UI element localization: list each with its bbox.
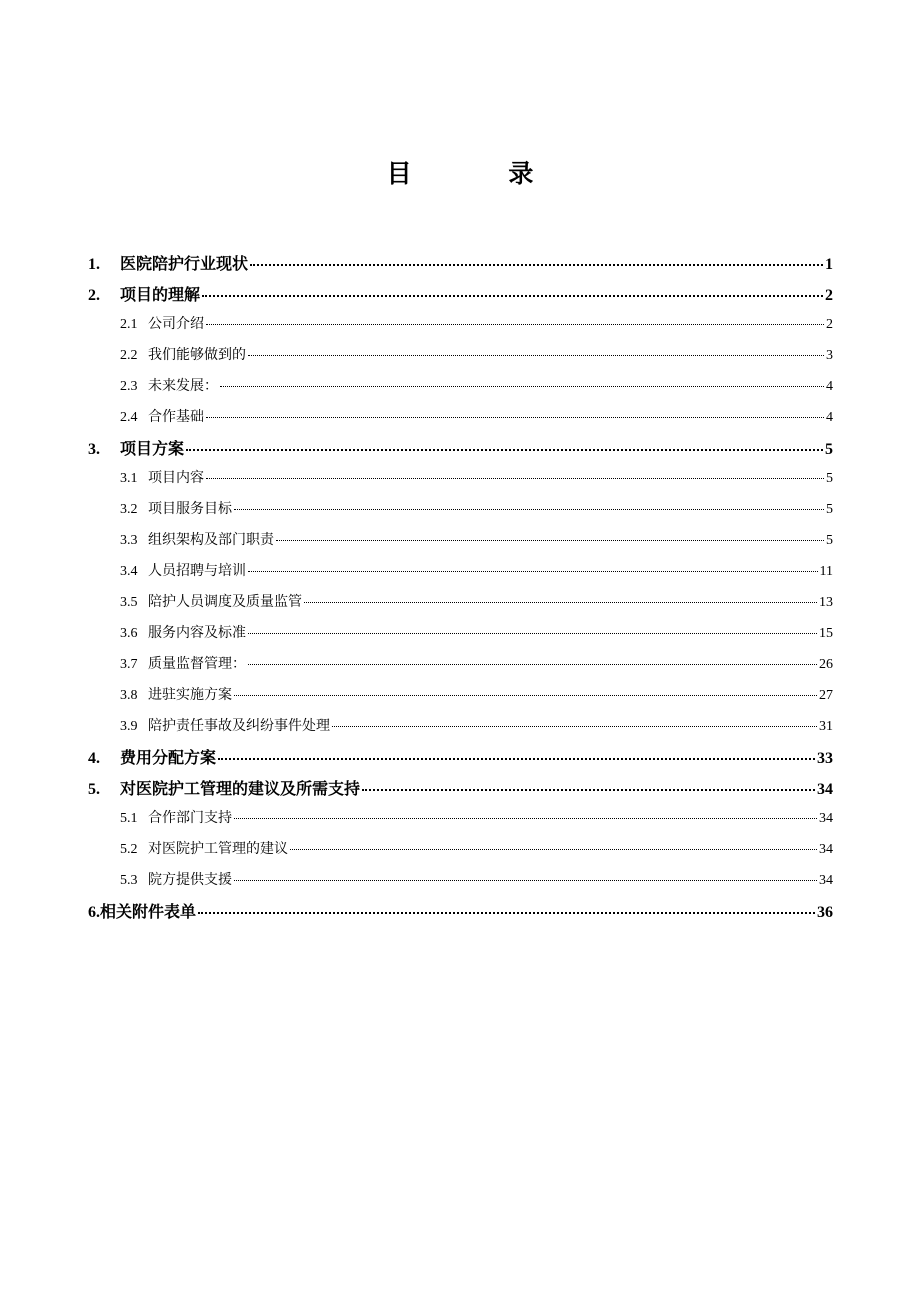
toc-entry-title: 项目的理解 [120,285,201,304]
toc-entry-number: 5.3 [120,873,138,888]
toc-entry-title: 人员招聘与培训 [148,563,246,579]
toc-entry-page: 5 [826,471,833,486]
toc-entry-number: 3.5 [120,595,138,610]
toc-entry-number: 3.3 [120,533,138,548]
toc-leader [332,726,817,727]
toc-entry-page: 1 [825,256,833,273]
toc-entry[interactable] [120,838,833,860]
toc-entry-number: 2.3 [120,379,138,394]
toc-entry-number: 2. [88,287,100,304]
toc-leader [206,324,824,325]
toc-entry-title: 院方提供支援 [148,872,232,888]
toc-entry-title: 项目内容 [148,470,204,486]
toc-entry[interactable] [120,684,833,706]
toc-entry-title: 进驻实施方案 [148,687,232,703]
toc-entry-page: 15 [819,626,833,641]
toc-entry-title: 对医院护工管理的建议及所需支持 [120,779,361,798]
toc-leader [362,789,815,791]
toc-entry-number: 5. [88,781,100,798]
toc-entry-number: 3.1 [120,471,138,486]
toc-entry-title: 合作部门支持 [148,810,232,826]
toc-entry-title: 项目方案 [120,439,185,458]
toc-entry-title: 项目服务目标 [148,501,232,517]
toc-entry[interactable] [120,529,833,551]
toc-entry[interactable] [120,715,833,737]
toc-entry-number: 3.6 [120,626,138,641]
toc-entry-page: 4 [826,410,833,425]
toc-leader [234,880,817,881]
toc-entry-title: 公司介绍 [148,316,204,332]
page-title: 目 录 [386,159,578,188]
toc-entry-page: 4 [826,379,833,394]
toc-entry[interactable] [120,375,833,397]
toc-entry-number: 3.9 [120,719,138,734]
toc-leader [206,417,824,418]
toc-leader [248,664,817,665]
toc-entry-page: 34 [819,873,833,888]
toc-leader [304,602,817,603]
toc-entry-number: 5.1 [120,811,138,826]
toc-entry-page: 34 [817,781,833,798]
toc-entry-title: 我们能够做到的 [148,347,246,363]
toc-entry-page: 33 [817,750,833,767]
toc-entry-page: 26 [819,657,833,672]
toc-entry-number: 2.2 [120,348,138,363]
toc-entry-number: 4. [88,750,100,767]
toc-entry[interactable] [88,776,833,798]
toc-entry-page: 3 [826,348,833,363]
toc-entry[interactable] [88,282,833,304]
toc-leader [248,633,817,634]
toc-leader [206,478,824,479]
toc-leader [290,849,817,850]
toc-entry[interactable] [120,467,833,489]
toc-entry[interactable] [88,745,833,767]
toc-entry-number: 2.1 [120,317,138,332]
toc-leader [202,295,823,297]
toc-leader [250,264,823,266]
toc-entry[interactable] [88,436,833,458]
toc-entry-page: 34 [819,811,833,826]
toc-entry[interactable] [120,807,833,829]
toc-entry[interactable] [120,344,833,366]
toc-entry-page: 5 [826,533,833,548]
toc-entry-number: 1. [88,256,100,273]
toc-entry-page: 34 [819,842,833,857]
toc-entry[interactable] [120,869,833,891]
toc-entry[interactable] [88,899,833,921]
toc-entry-page: 31 [819,719,833,734]
toc-entry[interactable] [120,591,833,613]
toc-entry-title: 陪护人员调度及质量监管 [148,594,302,610]
toc-entry-number: 3.7 [120,657,138,672]
toc-entry-number: 3. [88,441,100,458]
toc-entry-page: 36 [817,904,833,921]
toc-entry-page: 2 [826,317,833,332]
toc-entry-title: 医院陪护行业现状 [120,254,249,273]
toc-entry-title: 相关附件表单 [100,902,197,921]
toc-entry-title: 陪护责任事故及纠纷事件处理 [148,718,330,734]
toc-entry-page: 2 [825,287,833,304]
toc-entry[interactable] [120,406,833,428]
toc-entry[interactable] [88,251,833,273]
toc-leader [234,695,817,696]
toc-entry-page: 13 [819,595,833,610]
toc-leader [198,912,815,914]
toc-entry-number: 6. [88,904,100,921]
toc-leader [218,758,815,760]
toc-entry[interactable] [120,313,833,335]
toc-entry-page: 5 [825,441,833,458]
toc-entry-number: 3.4 [120,564,138,579]
toc-leader [276,540,824,541]
toc-leader [186,449,823,451]
toc-entry-title: 未来发展： [148,378,218,394]
toc-entry-title: 对医院护工管理的建议 [148,841,288,857]
toc-entry-number: 5.2 [120,842,138,857]
toc-entry[interactable] [120,560,833,582]
toc-entry[interactable] [120,622,833,644]
toc-entry-title: 质量监督管理： [148,656,246,672]
toc-entry-title: 费用分配方案 [120,748,217,767]
toc-entry-page: 11 [819,564,833,579]
toc-entry-number: 3.2 [120,502,138,517]
toc-entry-number: 2.4 [120,410,138,425]
toc-entry-number: 3.8 [120,688,138,703]
toc-entry-title: 服务内容及标准 [148,625,246,641]
toc-leader [220,386,824,387]
toc-leader [234,509,824,510]
toc-leader [248,355,824,356]
toc-entry[interactable] [120,653,833,675]
toc-entry-page: 5 [826,502,833,517]
toc-leader [248,571,818,572]
toc-leader [234,818,817,819]
toc-entry[interactable] [120,498,833,520]
toc-entry-page: 27 [819,688,833,703]
toc-entry-title: 组织架构及部门职责 [148,532,274,548]
toc-entry-title: 合作基础 [148,409,204,425]
